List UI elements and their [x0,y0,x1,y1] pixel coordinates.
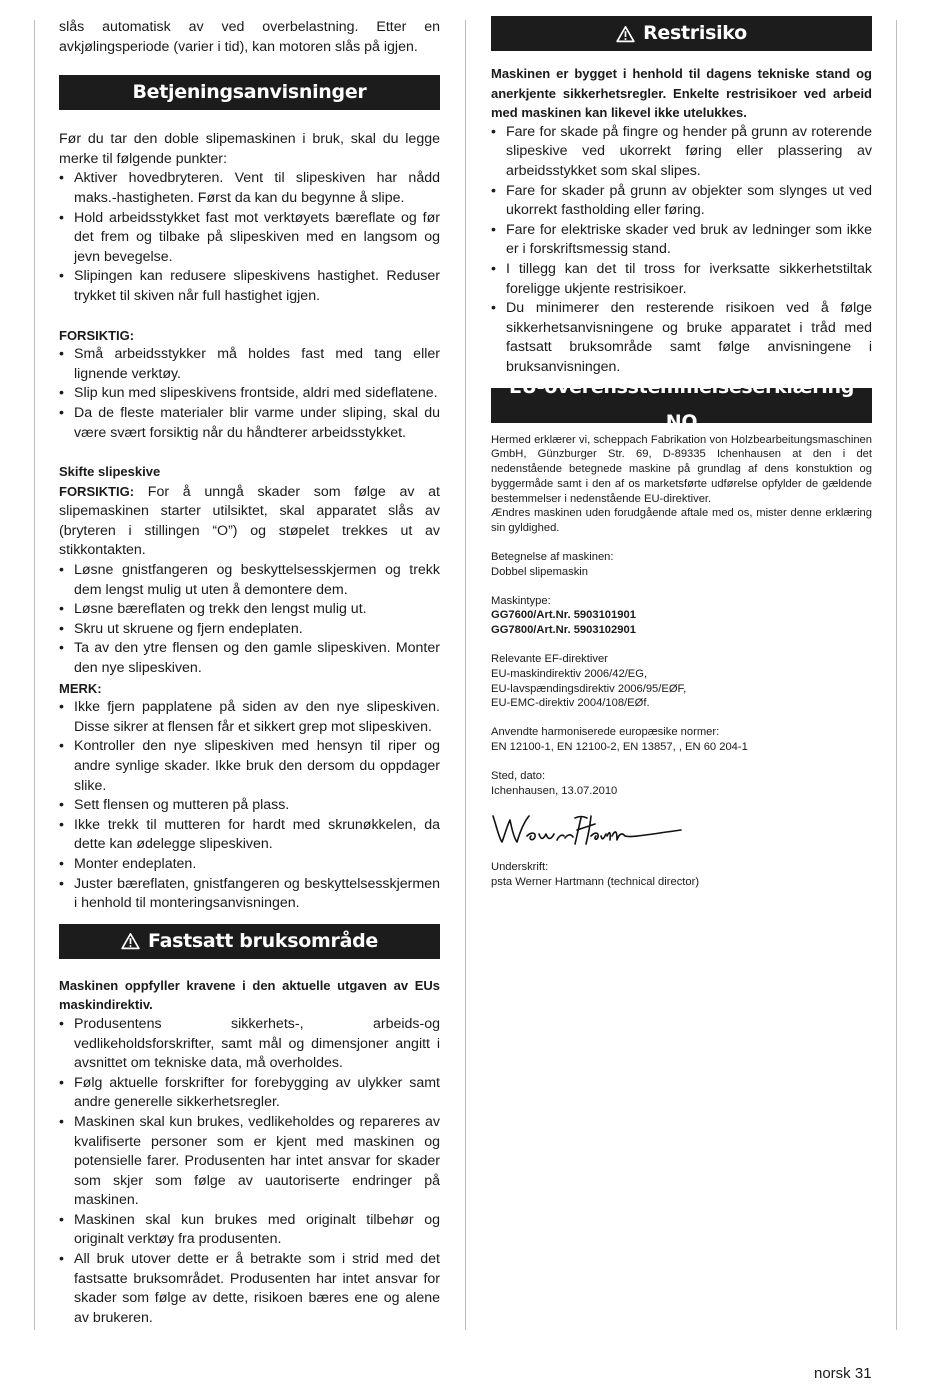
warning-triangle-icon [616,25,635,43]
list-item: • Slip kun med slipeskivens frontside, aldri med sideflatene. [59,384,440,404]
left-crop-line [34,20,35,1330]
list-item: • Løsne bæreflaten og trekk den lengst mulig ut. [59,600,440,620]
signature-label: Underskrift: [491,861,549,874]
section-header-intended-use [59,924,440,959]
list-item: • Ikke trekk til mutteren for hardt med skrunøkkelen, da dette kan ødelegge slipeskiven. [59,816,440,855]
machine-type-1: GG7600/Art.Nr. 5903101901 [491,609,636,622]
list-item: • Ikke fjern papplatene på siden av den nye slipeskiven. Disse sikrer at flensen får et sikkert grep mot slipeskiven. [59,698,440,737]
standards-label: Anvendte harmoniserede europæsike normer: [491,726,720,739]
machine-designation-label: Betegnelse af maskinen: [491,551,614,564]
list-item: • All bruk utover dette er å betrakte som i strid med det fastsatte bruksområdet. Produsenten har intet ansvar for skader som følge av dette, risikoen bæres ene og alene av brukeren. [59,1250,440,1328]
list-item: • Aktiver hovedbryteren. Vent til slipeskiven har nådd maks.-hastigheten. Først da kan du begynne å slipe. [59,169,440,208]
machine-type-2: GG7800/Art.Nr. 5903102901 [491,624,636,637]
section-header-eu-declaration [491,376,872,433]
caution-text: For å unngå skader som følge av at slipemaskinen starter utilsiktet, skal apparatet slås av (bryteren i stillingen “O”) og støpelet trekkes ut av stikkontakten. [59,483,440,559]
right-crop-line [896,20,897,1330]
list-item: • Kontroller den nye slipeskiven med hensyn til riper og andre synlige skader. Ikke bruk den dersom du oppdager slike. [59,737,440,796]
declaration-paragraph: Hermed erklærer vi, scheppach Fabrikation von Holzbearbeitungsmaschinen GmbH, Günzburger Str. 69, D-89335 Ichenhausen at den i det nedenstående betegnede maskine på grundlag af dens konstuktion og byggermåde samt i den af os marketsførte udførelse opfylder de gældende bestemmelser i nedenstående EU-direktiver. [491,433,872,505]
machine-type-label: Maskintype: [491,594,551,607]
residual-risk-lead: Maskinen er bygget i henhold til dagens tekniske stand og anerkjente sikkerhetsregler. Enkelte restrisikoer ved arbeid med maskinen kan likevel ikke utelukkes. [491,66,872,121]
subheading-change-disc: Skifte slipeskive [59,464,161,480]
declaration-block [491,433,872,891]
list-item: • Maskinen skal kun brukes med originalt tilbehør og originalt verktøy fra produsenten. [59,1211,440,1250]
list-item: • Fare for skader på grunn av objekter som slynges ut ved ukorrekt fastholding eller føring. [491,182,872,221]
intended-use-lead: Maskinen oppfyller kravene i den aktuelle utgaven av EUs maskindirektiv. [59,977,440,1013]
place-date-value: Ichenhausen, 13.07.2010 [491,784,618,797]
list-item: • Produsentens sikkerhets-, arbeids-og vedlikeholdsforskrifter, samt mål og dimensjoner angitt i avsnittet om tekniske data, må overholdes. [59,1015,440,1074]
list-item: • Hold arbeidsstykket fast mot verktøyets bæreflate og før det frem og tilbake på slipeskiven med en langsom og jevn bevegelse. [59,209,440,268]
place-date-label: Sted, dato: [491,769,546,782]
list-item: • Monter endeplaten. [59,855,440,875]
caution-label: FORSIKTIG: [59,327,135,343]
handwritten-signature [491,806,691,852]
change-caution-paragraph [59,482,440,561]
note-list [59,698,440,914]
section-header-operating-instructions [59,75,440,110]
signatory-name: psta Werner Hartmann (technical director) [491,876,700,889]
list-item: • Da de fleste materialer blir varme under sliping, skal du være svært forsiktig når du håndterer arbeidsstykket. [59,404,440,443]
section-header-residual-risk [491,16,872,51]
caution-list [59,345,440,443]
list-item: • Følg aktuelle forskrifter for forebygging av ulykker samt andre generelle sikkerhetsregler. [59,1074,440,1113]
list-item: • Små arbeidsstykker må holdes fast med tang eller lignende verktøy. [59,345,440,384]
list-item: • Ta av den ytre flensen og den gamle slipeskiven. Monter den nye slipeskiven. [59,639,440,678]
list-item: • Juster bæreflaten, gnistfangeren og beskyttelsesskjermen i henhold til monteringsanvisningen. [59,875,440,914]
left-column [59,18,440,1328]
operating-list [59,169,440,306]
directives-label: Relevante EF-direktiver [491,653,608,666]
list-item: • Sett flensen og mutteren på plass. [59,796,440,816]
intended-use-list [59,1015,440,1329]
warning-triangle-icon [121,932,140,950]
list-item: • Slipingen kan redusere slipeskivens hastighet. Reduser trykket til skiven når full hastighet igjen. [59,267,440,306]
list-item: • Fare for elektriske skader ved bruk av ledninger som ikke er i forskriftsmessig stand. [491,221,872,260]
center-crop-line [465,20,466,1330]
operating-intro: Før du tar den doble slipemaskinen i bruk, skal du legge merke til følgende punkter: [59,131,440,167]
list-item: • Skru ut skruene og fjern endeplaten. [59,620,440,640]
list-item: • Maskinen skal kun brukes, vedlikeholdes og repareres av kvalifiserte personer som er kjent med maskinen og potensielle farer. Produsenten har intet ansvar for skader som skjer som følge av uautoriserte endringer på maskinen. [59,1113,440,1211]
machine-designation-value: Dobbel slipemaskin [491,565,589,578]
right-column [491,18,872,890]
caution-label: FORSIKTIG: [59,483,135,499]
section-title: Restrisiko [643,22,747,44]
section-title: Fastsatt bruksområde [148,929,378,952]
residual-risk-list [491,123,872,378]
list-item: • Løsne gnistfangeren og beskyttelsesskjermen og trekk dem lengst mulig ut uten å demontere dem. [59,561,440,600]
intro-paragraph: slås automatisk av ved overbelastning. Etter en avkjølingsperiode (varier i tid), kan motoren slås på igjen. [59,19,440,55]
section-title: EU-overensstemmelseserklæring NO [508,376,855,433]
page-number: norsk 31 [814,1365,872,1382]
directive-1: EU-maskindirektiv 2006/42/EG, [491,667,648,680]
declaration-validity: Ændres maskinen uden forudgående aftale med os, mister denne erklæring sin gyldighed. [491,507,872,535]
change-steps-list [59,561,440,679]
list-item: • Fare for skade på fingre og hender på grunn av roterende slipeskive ved ukorrekt føring eller plassering av arbeidsstykket som skal slipes. [491,123,872,182]
section-title: Betjeningsanvisninger [132,81,367,104]
directive-3: EU-EMC-direktiv 2004/108/EØf. [491,697,650,710]
list-item: • Du minimerer den resterende risikoen ved å følge sikkerhetsanvisningene og bruke apparatet i tråd med fastsatt bruksområde samt følge anvisningene i bruksanvisningen. [491,299,872,377]
directive-2: EU-lavspændingsdirektiv 2006/95/EØF, [491,682,687,695]
standards-value: EN 12100-1, EN 12100-2, EN 13857, , EN 60 204-1 [491,741,748,754]
list-item: • I tillegg kan det til tross for iverksatte sikkerhetstiltak foreligge ukjente restrisikoer. [491,260,872,299]
note-label: MERK: [59,680,102,696]
